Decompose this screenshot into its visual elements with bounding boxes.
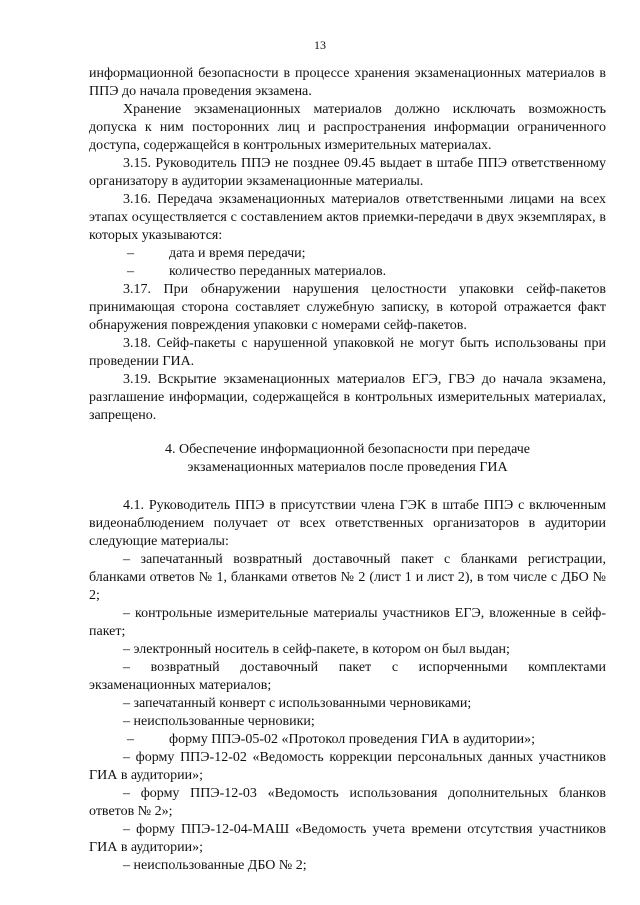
paragraph: – возвратный доставочный пакет с испорченными комплектами экзаменационных материалов; — [89, 660, 606, 693]
dash-marker: – — [127, 264, 134, 279]
paragraph: Хранение экзаменационных материалов должно исключать возможность допуска к ним посторонних лиц и распространения информации ограниченного доступа, содержащейся в контрольных измерительных материалах. — [89, 102, 606, 153]
dash-marker: – — [127, 732, 134, 747]
dash-list-item — [89, 245, 606, 263]
section-title-line: 4. Обеспечение информационной безопасности при передаче — [164, 442, 531, 457]
dash-item-text: форму ППЭ-05-02 «Протокол проведения ГИА в аудитории»; — [169, 732, 536, 747]
paragraph: – электронный носитель в сейф-пакете, в котором он был выдан; — [123, 642, 510, 657]
paragraph: 3.16. Передача экзаменационных материалов ответственными лицами на всех этапах осуществляется с составлением актов приемки-передачи в двух экземплярах, в которых указываются: — [89, 192, 606, 243]
section-title-line: экзаменационных материалов после проведения ГИА — [187, 460, 508, 475]
paragraph: – неиспользованные ДБО № 2; — [123, 858, 307, 873]
paragraph: – неиспользованные черновики; — [123, 714, 315, 729]
section-title — [89, 441, 606, 477]
paragraph: – форму ППЭ-12-04-МАШ «Ведомость учета времени отсутствия участников ГИА в аудитории»; — [89, 822, 606, 855]
dash-list-item — [89, 731, 606, 749]
document-body — [89, 65, 606, 875]
paragraph: 3.15. Руководитель ППЭ не позднее 09.45 выдает в штабе ППЭ ответственному организатору в аудитории экзаменационные материалы. — [89, 156, 606, 189]
paragraph: информационной безопасности в процессе хранения экзаменационных материалов в ППЭ до начала проведения экзамена. — [89, 66, 606, 99]
dash-marker: – — [127, 246, 134, 261]
paragraph: – форму ППЭ-12-03 «Ведомость использования дополнительных бланков ответов № 2»; — [89, 786, 606, 819]
paragraph: – контрольные измерительные материалы участников ЕГЭ, вложенные в сейф-пакет; — [89, 606, 606, 639]
paragraph: 3.19. Вскрытие экзаменационных материалов ЕГЭ, ГВЭ до начала экзамена, разглашение информации, содержащейся в контрольных измерительных материалах, запрещено. — [89, 372, 606, 423]
paragraph: 4.1. Руководитель ППЭ в присутствии члена ГЭК в штабе ППЭ с включенным видеонаблюдением получает от всех ответственных организаторов в аудитории следующие материалы: — [89, 498, 606, 549]
page-number: 13 — [314, 38, 326, 52]
dash-item-text: количество переданных материалов. — [169, 264, 387, 279]
paragraph: – запечатанный возвратный доставочный пакет с бланками регистрации, бланками ответов № 1, бланками ответов № 2 (лист 1 и лист 2), в том числе с ДБО № 2; — [89, 552, 606, 603]
paragraph: – запечатанный конверт с использованными черновиками; — [123, 696, 472, 711]
paragraph: 3.18. Сейф-пакеты с нарушенной упаковкой не могут быть использованы при проведении ГИА. — [89, 336, 606, 369]
dash-item-text: дата и время передачи; — [169, 246, 306, 261]
dash-list-item — [89, 263, 606, 281]
paragraph: – форму ППЭ-12-02 «Ведомость коррекции персональных данных участников ГИА в аудитории»; — [89, 750, 606, 783]
paragraph: 3.17. При обнаружении нарушения целостности упаковки сейф-пакетов принимающая сторона составляет служебную записку, в которой отражается факт обнаружения повреждения упаковки с номерами сейф-пакетов. — [89, 282, 606, 333]
